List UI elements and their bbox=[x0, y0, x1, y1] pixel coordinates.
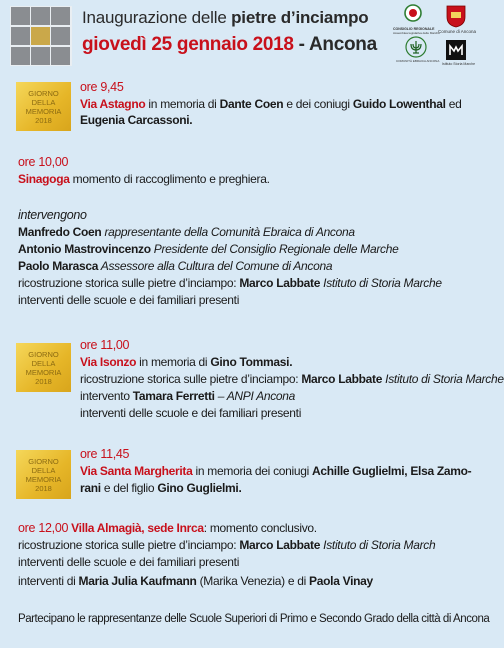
speaker-line: Antonio Mastrovincenzo Presidente del Consiglio Regionale delle Marche bbox=[18, 242, 399, 256]
ricostruzione-line: ricostruzione storica sulle pietre d’inciampo: Marco Labbate Istituto di Storia Marche bbox=[18, 276, 442, 290]
giorno-memoria-badge: GIORNO DELLA MEMORIA 2018 bbox=[16, 450, 71, 499]
consiglio-label: CONSIGLIO REGIONALE bbox=[393, 27, 435, 31]
footer-note: Partecipano le rappresentanze delle Scuole Superiori di Primo e Secondo Grado della città di Ancona bbox=[18, 613, 490, 625]
event-line: Via Isonzo in memoria di Gino Tommasi. bbox=[80, 355, 293, 369]
event-time: ore 9,45 bbox=[80, 80, 124, 94]
istituto-label: Istituto Storia Marche bbox=[442, 62, 476, 66]
scuole-line: interventi delle scuole e dei familiari presenti bbox=[18, 555, 240, 569]
scuole-line: interventi delle scuole e dei familiari presenti bbox=[18, 293, 240, 307]
comune-label: Comune di Ancona bbox=[438, 29, 477, 34]
intervengono-label: intervengono bbox=[18, 208, 87, 222]
menorah-logo-icon bbox=[404, 36, 428, 58]
event-line: Sinagoga momento di raccoglimento e preghiera. bbox=[18, 172, 270, 186]
event-time: ore 10,00 bbox=[18, 155, 69, 169]
interventi-line: interventi di Maria Julia Kaufmann (Marika Venezia) e di Paola Vinay bbox=[18, 574, 373, 588]
event-time: ore 11,45 bbox=[80, 447, 130, 461]
speaker-line: Paolo Marasca Assessore alla Cultura del Comune di Ancona bbox=[18, 259, 333, 273]
speaker-line: Manfredo Coen rappresentante della Comunità Ebraica di Ancona bbox=[18, 225, 355, 239]
giorno-memoria-badge: GIORNO DELLA MEMORIA 2018 bbox=[16, 82, 71, 131]
event-line: rani e del figlio Gino Guglielmi. bbox=[80, 481, 242, 495]
ricostruzione-line: ricostruzione storica sulle pietre d’inciampo: Marco Labbate Istituto di Storia Marche bbox=[80, 372, 504, 386]
comunita-label: COMUNITÀ EBRAICA ANCONA bbox=[396, 59, 440, 63]
consiglio-regionale-logo-icon bbox=[398, 4, 428, 26]
event-title: Inaugurazione delle pietre d’inciampo bbox=[82, 8, 369, 27]
event-line: Via Santa Margherita in memoria dei coniugi Achille Guglielmi, Elsa Zamo- bbox=[80, 464, 472, 478]
istituto-storia-logo-icon bbox=[446, 40, 466, 60]
scuole-line: interventi delle scuole e dei familiari presenti bbox=[80, 406, 302, 420]
consiglio-sublabel: Assemblea legislativa delle Marche bbox=[393, 31, 440, 35]
intervento-line: intervento Tamara Ferretti – ANPI Ancona bbox=[80, 389, 296, 403]
event-line: ore 12,00 Villa Almagià, sede Inrca: momento conclusivo. bbox=[18, 521, 317, 535]
event-date: giovedì 25 gennaio 2018 - Ancona bbox=[82, 34, 377, 55]
event-line: Eugenia Carcassoni. bbox=[80, 113, 193, 127]
event-line: Via Astagno in memoria di Dante Coen e dei coniugi Guido Lowenthal ed bbox=[80, 97, 462, 111]
header bbox=[0, 0, 481, 72]
comune-ancona-crest-icon bbox=[445, 4, 467, 28]
event-time: ore 11,00 bbox=[80, 338, 130, 352]
ricostruzione-line: ricostruzione storica sulle pietre d’inciampo: Marco Labbate Istituto di Storia March bbox=[18, 538, 436, 552]
stones-logo-icon bbox=[10, 6, 72, 66]
giorno-memoria-badge: GIORNO DELLA MEMORIA 2018 bbox=[16, 343, 71, 392]
